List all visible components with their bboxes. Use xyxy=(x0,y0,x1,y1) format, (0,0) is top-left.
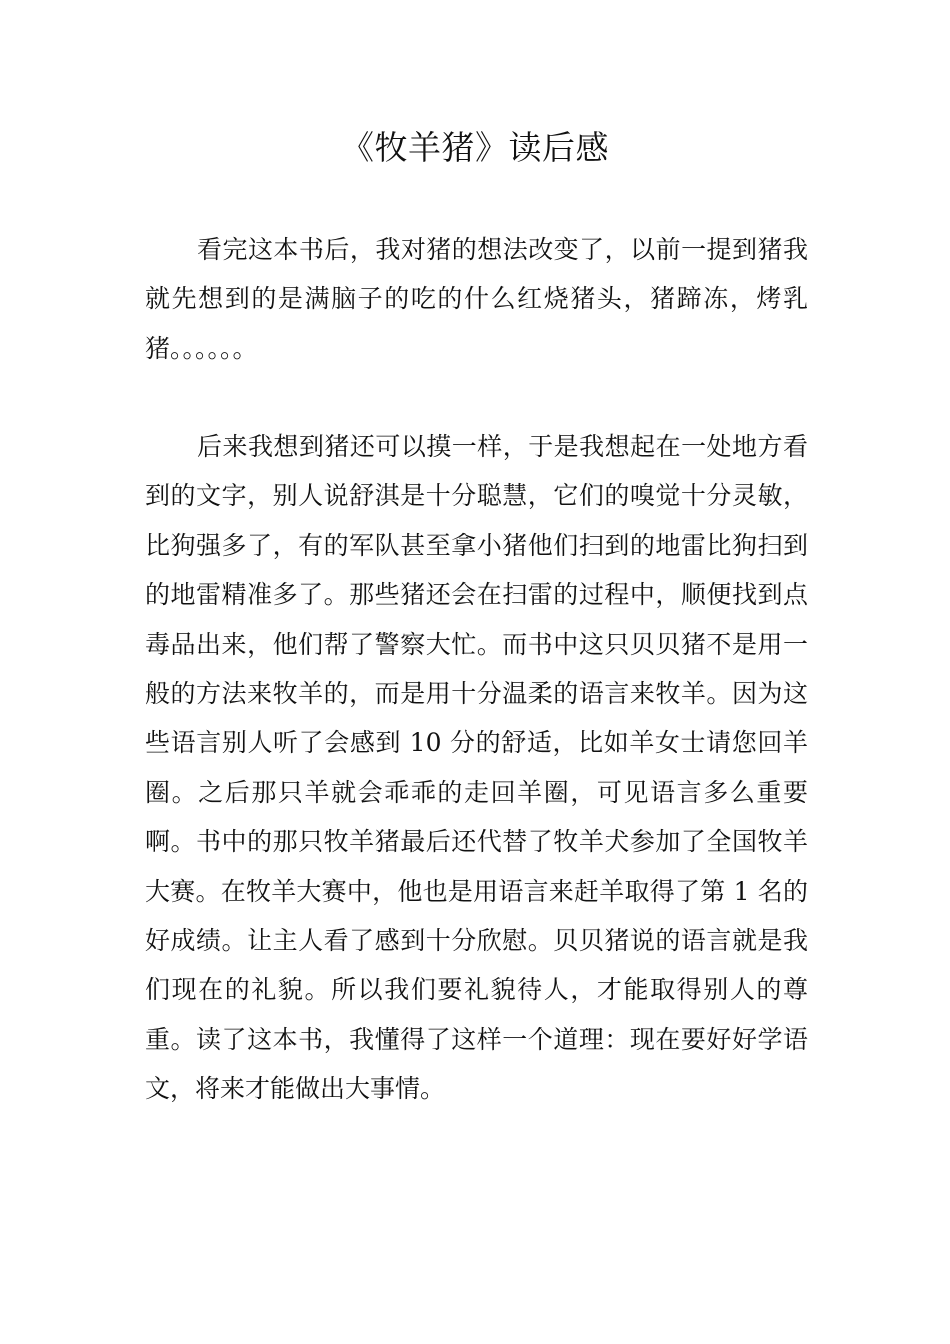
document-title: 《牧羊猪》读后感 xyxy=(341,128,609,167)
paragraph-1: 看完这本书后，我对猪的想法改变了，以前一提到猪我就先想到的是满脑子的吃的什么红烧猪头，猪蹄冻，烤乳猪。。。。。。 xyxy=(145,235,808,363)
paragraph-2: 后来我想到猪还可以摸一样，于是我想起在一处地方看到的文字，别人说舒淇是十分聪慧，它们的嗅觉十分灵敏，比狗强多了，有的军队甚至拿小猪他们扫到的地雷比狗扫到的地雷精准多了。那些猪还会在扫雷的过程中，顺便找到点毒品出来，他们帮了警察大忙。而书中这只贝贝猪不是用一般的方法来牧羊的，而是用十分温柔的语言来牧羊。因为这些语言别人听了会感到 10 分的舒适，比如羊女士请您回羊圈。之后那只羊就会乖乖的走回羊圈，可见语言多么重要啊。书中的那只牧羊猪最后还代替了牧羊犬参加了全国牧羊大赛。在牧羊大赛中，他也是用语言来赶羊取得了第 1 名的好成绩。让主人看了感到十分欣慰。贝贝猪说的语言就是我们现在的礼貌。所以我们要礼貌待人，才能取得别人的尊重。读了这本书，我懂得了这样一个道理：现在要好好学语文，将来才能做出大事情。 xyxy=(145,432,808,1104)
